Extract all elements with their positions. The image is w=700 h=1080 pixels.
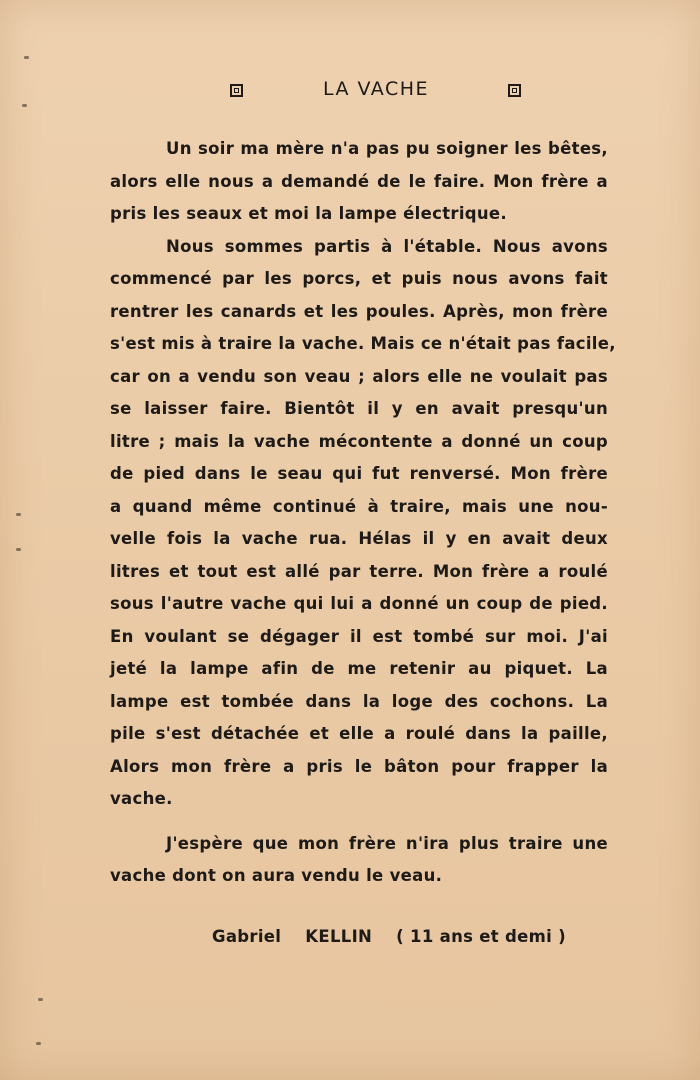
story-text	[110, 133, 616, 893]
square-ornament-icon	[508, 84, 521, 97]
text-line: J'espère que mon frère n'ira plus traire une	[166, 833, 608, 853]
punch-mark	[16, 513, 21, 516]
punch-mark	[24, 56, 29, 59]
author-last-name: KELLIN	[305, 927, 373, 946]
text-line: de pied dans le seau qui fut renversé. Mon frère	[110, 464, 608, 483]
text-line: rentrer les canards et les poules. Après, mon frère	[110, 301, 608, 321]
title-row	[0, 78, 700, 108]
signature	[212, 927, 584, 946]
text-line: Alors mon frère a pris le bâton pour frapper la	[110, 756, 608, 776]
author-age: ( 11 ans et demi )	[396, 927, 566, 946]
text-line: Un soir ma mère n'a pas pu soigner les bêtes,	[166, 139, 608, 158]
text-line: commencé par les porcs, et puis nous avons fait	[110, 269, 608, 288]
punch-mark	[36, 1042, 41, 1045]
text-line: litre ; mais la vache mécontente a donné un coup	[110, 431, 608, 451]
text-line: s'est mis à traire la vache. Mais ce n'était pas facile,	[110, 334, 616, 353]
author-first-name: Gabriel	[212, 927, 282, 946]
text-line: pris les seaux et moi la lampe électrique.	[110, 204, 507, 223]
text-line: Nous sommes partis à l'étable. Nous avons	[166, 236, 608, 256]
text-line: se laisser faire. Bientôt il y en avait presqu'un	[110, 399, 608, 418]
text-line: En voulant se dégager il est tombé sur moi. J'ai	[110, 626, 608, 646]
punch-mark	[38, 998, 43, 1001]
text-line: sous l'autre vache qui lui a donné un coup de pied.	[110, 594, 608, 613]
text-line: velle fois la vache rua. Hélas il y en avait deux	[110, 529, 608, 548]
text-line: litres et tout est allé par terre. Mon frère a roulé	[110, 561, 608, 581]
text-line: vache.	[110, 789, 173, 808]
text-line: car on a vendu son veau ; alors elle ne voulait pas	[110, 366, 608, 386]
text-line: alors elle nous a demandé de le faire. Mon frère a	[110, 171, 608, 191]
text-line: vache dont on aura vendu le veau.	[110, 866, 443, 885]
text-line: pile s'est détachée et elle a roulé dans la paille,	[110, 724, 608, 743]
page-title: LA VACHE	[322, 78, 430, 100]
punch-mark	[16, 548, 21, 551]
text-line: lampe est tombée dans la loge des cochons. La	[110, 691, 608, 711]
text-line: jeté la lampe afin de me retenir au piquet. La	[110, 659, 608, 678]
text-line: a quand même continué à traire, mais une nou-	[110, 496, 608, 516]
